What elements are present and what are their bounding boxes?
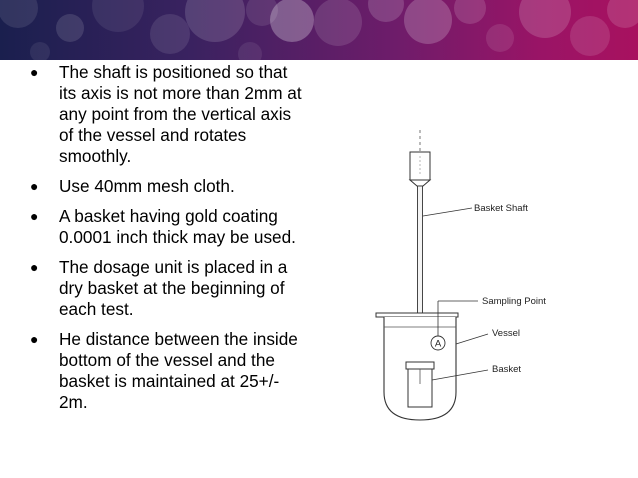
bullet-line: its axis is not more than 2mm at (59, 83, 302, 103)
bullet-line: The shaft is positioned so that (59, 62, 288, 82)
bullet-text (59, 257, 287, 319)
bullet-dot-icon: ● (30, 178, 39, 194)
bullet-item (28, 257, 328, 320)
point-marker-label: A (434, 338, 442, 350)
vessel-rim (376, 313, 458, 317)
bullet-line: of the vessel and rotates (59, 125, 247, 145)
shaft-leader (423, 208, 472, 216)
bullet-dot-icon: ● (30, 259, 39, 275)
bokeh-decoration (0, 0, 638, 60)
basket-lid (406, 362, 434, 369)
bullet-line: The dosage unit is placed in a (59, 257, 288, 277)
bullet-dot-icon: ● (30, 208, 39, 224)
basket-apparatus-diagram (370, 130, 560, 430)
bullet-item (28, 206, 328, 248)
vessel-leader (456, 334, 488, 344)
bullet-line: smoothly. (59, 146, 132, 166)
bullet-line: basket is maintained at 25+/- (59, 371, 280, 391)
header-banner (0, 0, 638, 60)
vessel-label: Vessel (492, 328, 520, 339)
bullet-item (28, 176, 328, 197)
bullet-text (59, 62, 302, 166)
bullet-line: Use 40mm mesh cloth. (59, 176, 235, 196)
bullet-line: He distance between the inside (59, 329, 298, 349)
bullet-dot-icon: ● (30, 331, 39, 347)
bullet-text (59, 329, 298, 412)
bullet-line: bottom of the vessel and the (59, 350, 275, 370)
bullet-text (59, 206, 296, 247)
bullet-text (59, 176, 235, 196)
bullet-line: any point from the vertical axis (59, 104, 292, 124)
bullet-line: dry basket at the beginning of (59, 278, 285, 298)
bullet-line: 2m. (59, 392, 88, 412)
bullet-line: A basket having gold coating (59, 206, 278, 226)
basket-label: Basket (492, 364, 522, 375)
bullet-list (28, 62, 328, 422)
bullet-item (28, 62, 328, 167)
bullet-dot-icon: ● (30, 64, 39, 80)
bullet-item (28, 329, 328, 413)
bullet-line: 0.0001 inch thick may be used. (59, 227, 296, 247)
basket-shaft-label: Basket Shaft (474, 203, 528, 214)
sampling-point-label: Sampling Point (482, 296, 546, 307)
bullet-line: each test. (59, 299, 134, 319)
